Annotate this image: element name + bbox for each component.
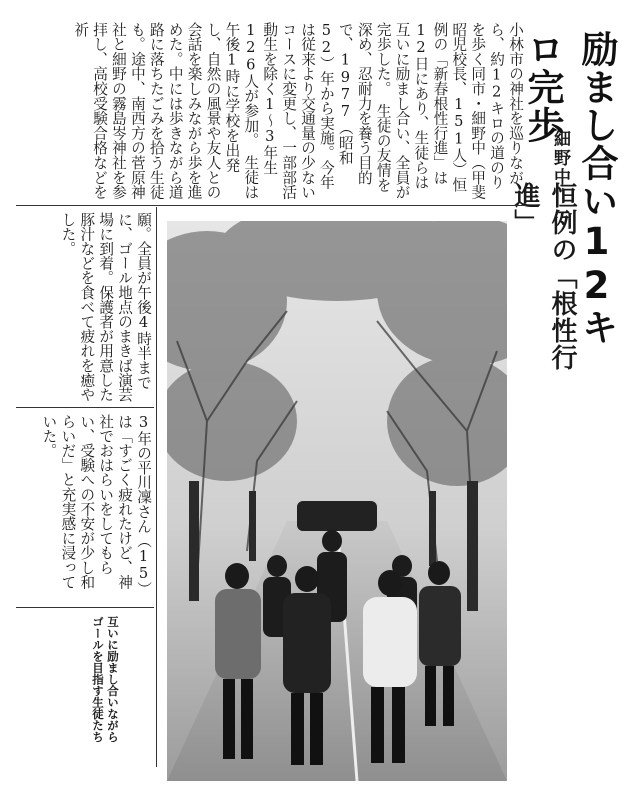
- article-body-quote: 3年の平川凜さん（15）は「すごく疲れたけど、神社でおはらいをしてもらい、受験への不安が少し和らいだ」と充実感に浸っていた。: [40, 414, 152, 597]
- headline: 励まし合い12キロ完歩: [521, 30, 618, 346]
- article-body-continued: 願。全員が午後4時半までに、ゴール地点のまきば演芸場に到着。保護者が用意した豚汁などを食べて疲れを癒やした。: [59, 212, 152, 402]
- subhead-school: 細野中: [550, 130, 570, 187]
- subhead-title: 恒例の「根性行進」: [510, 182, 577, 371]
- article-photo: [167, 221, 507, 781]
- article-body-top: 小林市の神社を巡りながら、約12キロの道のりを歩く同市・細野中（甲斐昭児校長、151人）恒例の「新春根性行進」は12日にあり、生徒らは互いに励まし合い、全員が完歩した。 生徒の友情を深め、忍耐力を養う目的で、1977（昭和52）年から実施。今年は従来より交通量の少ないコースに変更し、一部部活動生を除く1～3年生126人が参加。 生徒は午後1時に学校を出発し、自然の風景や友人との会話を楽しみながら歩を進めた。中には歩きながら道路に落ちたごみを拾う生徒も。途中、南西方の菅原神社と細野の霧島岑神社を参拝し、高校受験合格などを祈: [72, 22, 524, 200]
- photo-text-divider: [156, 207, 157, 767]
- column-divider: [16, 205, 526, 206]
- column-divider: [16, 607, 154, 608]
- photo-caption: 互いに励まし合いながらゴールを目指す生徒たち: [91, 616, 120, 743]
- column-divider: [16, 407, 154, 408]
